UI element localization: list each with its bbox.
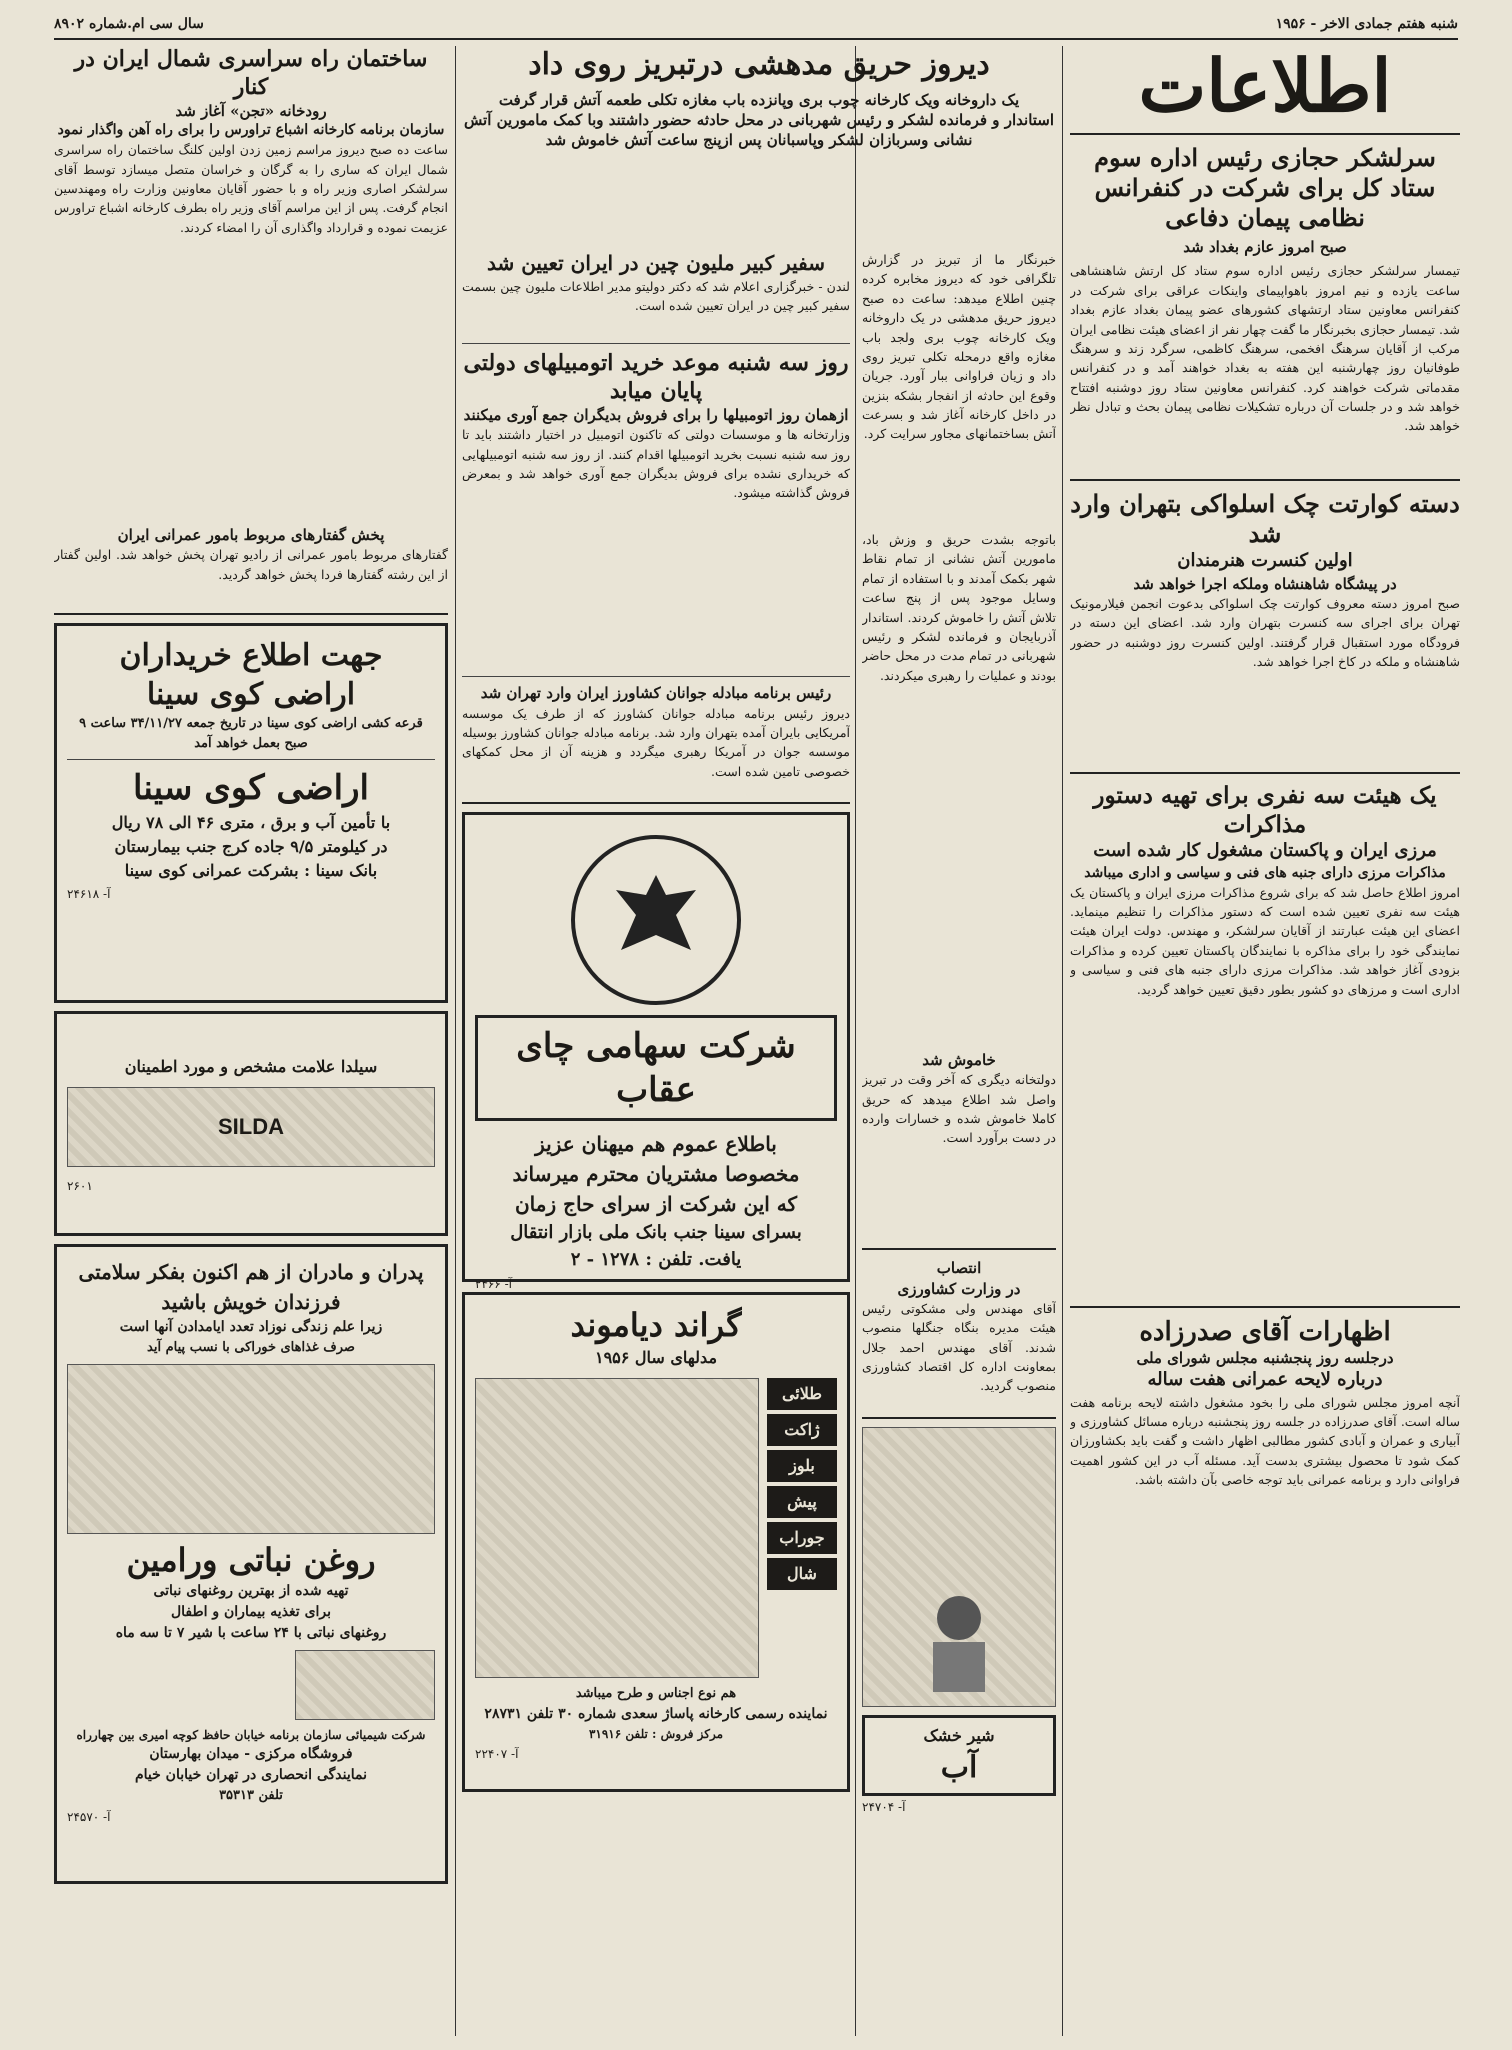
story-headline: ساختمان راه سراسری شمال ایران در کنار <box>74 46 428 100</box>
varamin-store: فروشگاه مرکزی - میدان بهارستان <box>149 1746 353 1763</box>
story-body: وزارتخانه ها و موسسات دولتی که تاکنون اتومبیل در اختیار داشتند باید تا روز سه شنبه نسبت بخرید اتومبیلها اقدام کنند. از روز سه شنبه اتومبیلهایی که خریداری نشده برای فروش بدیگران جمع آوری خواهد شد و بمعرض فروش گذاشته میشود. <box>462 427 850 501</box>
eagle-tea-title: شرکت سهامی چای عقاب <box>475 1015 837 1121</box>
varamin-brand: روغن نباتی ورامین <box>126 1540 376 1579</box>
milk-brand: آب <box>940 1749 978 1785</box>
grand-diamond-ad <box>462 1292 850 1792</box>
story-subhead: مرزی ایران و پاکستان مشغول کار شده است <box>1093 840 1437 862</box>
story-subhead: یک داروخانه ویک کارخانه چوب بری وپانزده باب مغازه تکلی طعمه آتش قرار گرفت <box>498 90 1020 109</box>
varamin-sub: روغنهای نباتی با ۲۴ ساعت با شیر ۷ تا سه ماه <box>115 1625 387 1642</box>
oil-can-image <box>295 1650 435 1720</box>
eagle-line: بسرای سینا جنب بانک ملی بازار انتقال <box>510 1221 802 1243</box>
story-headline: یک هیئت سه نفری برای تهیه دستور مذاکرات <box>1093 781 1437 838</box>
product-item: شال <box>767 1558 837 1590</box>
product-item: بلوز <box>767 1450 837 1482</box>
dateline-date: شنبه هفتم جمادی الاخر - ۱۹۵۶ <box>1275 16 1458 32</box>
ad-code: آ- ۲۴۶۶ <box>475 1276 512 1291</box>
varamin-address: شرکت شیمیائی سازمان برنامه خیابان حافظ کوچه امیری بین چهارراه <box>76 1728 426 1743</box>
story-headline: رئیس برنامه مبادله جوانان کشاورز ایران وارد تهران شد <box>480 684 832 703</box>
story-subhead: ازهمان روز اتومبیلها را برای فروش بدیگران جمع آوری میکنند <box>463 406 849 424</box>
story-headline: روز سه شنبه موعد خرید اتومبیلهای دولتی پایان میابد <box>463 350 849 404</box>
story-headline: دسته کوارتت چک اسلواکی بتهران وارد شد <box>1070 489 1460 549</box>
story-body: صبح امروز دسته معروف کوارتت چک اسلواکی بدعوت انجمن فیلارمونیک تهران برای اجرای سه کنسرت بتهران وارد شد. اعضای این دسته در فرودگاه مورد استقبال قرار گرفتند. اولین کنسرت روز دوشنبه در حضور شاهنشاه و ملکه در کاخ اجرا خواهد شد. <box>1070 595 1460 670</box>
ad-code: آ- ۲۲۴۰۷ <box>475 1746 519 1761</box>
land-ad-title: اراضی کوی سینا <box>146 677 356 713</box>
story-body: ساعت ده صبح دیروز مراسم زمین زدن اولین کلنگ ساختمان راه سراسری شمال ایران که ساری را به گرگان و خراسان متصل میسازد توسط آقای سرلشکر اصاری وزیر راه و با حضور آقایان معاونین وزارت راه ومهندسین انجام گرفت. پس از این مراسم آقای وزیر راه بطرف کارخانه اشباع تراورس عزیمت نموده و قرارداد واگذاری آن را امضاء کردند. <box>54 142 448 235</box>
family-illustration-icon <box>899 1578 1019 1698</box>
product-item: جوراب <box>767 1522 837 1554</box>
story-body: لندن - خبرگزاری اعلام شد که دکتر دولیتو مدیر اطلاعات ملیون چین بسمت سفیر کبیر چین در ایران تعیین شده است. <box>462 279 850 314</box>
story-headline: اظهارات آقای صدرزاده <box>1139 1316 1391 1347</box>
varamin-oil-ad <box>54 1244 448 1884</box>
grand-diamond-note: هم نوع اجناس و طرح میباشد <box>575 1686 737 1702</box>
milk-line: شیر خشک <box>923 1725 995 1745</box>
masthead-rule <box>54 38 1458 40</box>
story-body: آقای مهندس ولی مشکوتی رئیس هیئت مدیره بنگاه جنگلها منصوب شدند. آقای مهندس احمد جلال بمعاونت اداره کل اقتصاد کشاورزی منصوب گردید. <box>862 1300 1056 1394</box>
story-body: دیروز رئیس برنامه مبادله جوانان کشاورز که از طرف یک موسسه آمریکایی بایران آمده بتهران وارد شد. برنامه مبادله جوانان کشاورز بوسیله موسسه جوان در آمریکا رهبری میگردد و هزینه آن از محل کمکهای خصوصی تامین شده است. <box>462 705 850 779</box>
middle-top-story <box>462 46 1056 246</box>
ad-code: آ- ۲۴۷۰۴ <box>862 1799 906 1814</box>
silda-product <box>67 1087 435 1167</box>
varamin-note: صرف غذاهای خوراکی با نسب پیام آید <box>147 1340 355 1356</box>
product-item: ژاکت <box>767 1414 837 1446</box>
eagle-icon <box>596 860 716 980</box>
story-headline: سفیر کبیر ملیون چین در ایران تعیین شد <box>486 251 826 275</box>
varamin-body: زیرا علم زندگی نوزاد تعدد ایامدادن آنها است <box>119 1319 383 1336</box>
dateline-issue: سال سی ام.شماره ۸۹۰۲ <box>54 16 204 32</box>
story-headline: سرلشکر حجازی رئیس اداره سوم ستاد کل برای شرکت در کنفرانس نظامی پیمان دفاعی <box>1094 143 1436 233</box>
story-kicker: در پیشگاه شاهنشاه وملکه اجرا خواهد شد <box>1133 574 1397 593</box>
varamin-rep: نمایندگی انحصاری در تهران خیابان خیام <box>134 1767 368 1784</box>
product-item: طلائی <box>767 1378 837 1410</box>
story-body: امروز اطلاع حاصل شد که برای شروع مذاکرات مرزی ایران و پاکستان یک هیئت سه نفری تعیین شده است که دستور مذاکرات را تنظیم مینماید. اعضای این هیئت عبارتند از آقایان سرلشکر، و مهندس. دولت ایران هیئت نمایندگی خود را برای مذاکره با نمایندگان پاکستان تعیین کرده و مذاکرات بزودی آغاز خواهد شد. مذاکرات مرزی دارای جنبه های فنی و سیاسی و اداری است و مرزهای دو کشور بطور دقیق تعیین خواهد گردید. <box>1070 884 1460 997</box>
eagle-tea-ad <box>462 812 850 1291</box>
varamin-headline: پدران و مادران از هم اکنون بفکر سلامتی فرزندان خویش باشید <box>78 1260 424 1315</box>
mother-child-illustration <box>67 1364 435 1534</box>
story-kicker: پخش گفتارهای مربوط بامور عمرانی ایران <box>117 526 385 545</box>
product-list <box>767 1378 837 1678</box>
varamin-phone: تلفن ۳۵۳۱۳ <box>219 1788 283 1804</box>
ad-code: آ- ۲۴۶۱۸ <box>67 886 111 901</box>
land-ad-title: جهت اطلاع خریداران <box>119 638 383 674</box>
story-body: خبرنگار ما از تبریز در گزارش تلگرافی خود که دیروز مخابره کرده چنین اطلاع میدهد: ساعت ده صبح دیروز حریق مدهشی در یک داروخانه ویک کارخانه چوب بری ولجد باب مغازه واقع درمحله تکلی تبریز روی داد و زیان فراوانی ببار آورد. جریان وقوع این حادثه از انفجار بشکه بنزین در داخل کارخانه آغاز شد و بسرعت آتش بساختمانهای مجاور سرایت کرد. <box>862 252 1056 442</box>
story-kicker: استاندار و فرمانده لشکر و رئیس شهربانی در محل حادثه حضور داشتند وبا کمک مامورین آتش نشانی وسربازان لشکر وپاسبانان پس ازپنج ساعت آتش خاموش شد <box>463 110 1055 149</box>
story-kicker: درباره لایحه عمرانی هفت ساله <box>1147 1369 1383 1391</box>
column-rule <box>855 46 856 2036</box>
column-rule <box>455 46 456 2036</box>
grand-diamond-footer: نماینده رسمی کارخانه پاساژ سعدی شماره ۳۰ تلفن ۲۸۷۳۱ <box>484 1705 828 1722</box>
story-headline: انتصاب <box>936 1259 982 1278</box>
eagle-line: یافت. تلفن : ۱۲۷۸ - ۲ <box>570 1248 742 1270</box>
grand-diamond-footer2: مرکز فروش : تلفن ۳۱۹۱۶ <box>588 1726 724 1741</box>
story-subhead: خاموش شد <box>922 1051 996 1069</box>
masthead-title: اطلاعات <box>1138 46 1392 128</box>
right-column <box>1070 46 1460 2036</box>
product-item: پیش <box>767 1486 837 1518</box>
story-subhead: صبح امروز عازم بغداد شد <box>1183 238 1347 257</box>
eagle-logo <box>571 835 741 1005</box>
eagle-line: باطلاع عموم هم میهنان عزیز <box>535 1131 777 1156</box>
story-body: دولتخانه دیگری که آخر وقت در تبریز واصل شد اطلاع میدهد که حریق کاملا خاموش شده و خسارات وارده در دست برآورد است. <box>862 1072 1056 1146</box>
varamin-sub: تهیه شده از بهترین روغنهای نباتی <box>153 1583 349 1600</box>
dateline <box>54 12 1458 36</box>
story-body: باتوجه بشدت حریق و وزش باد، مامورین آتش نشانی از تمام نقاط شهر بکمک آمدند و با استفاده از تمام وسایل موجود پس از پنج ساعت تلاش آتش را خاموش کردند. استاندار آذربایجان و فرمانده لشکر و رئیس شهربانی در تمام مدت در محل حاضر بودند و عملیات را رهبری میکردند. <box>862 532 1056 683</box>
grand-diamond-title: گراند دیاموند <box>570 1305 742 1344</box>
land-ad-text: قرعه کشی اراضی کوی سینا در تاریخ جمعه ۳۴/۱۱/۲۷ ساعت ۹ صبح بعمل خواهد آمد <box>79 716 423 751</box>
story-subhead: در وزارت کشاورزی <box>897 1279 1021 1298</box>
land-box-line: در کیلومتر ۹/۵ جاده کرج جنب بیمارستان <box>114 836 388 856</box>
story-body: گفتارهای مربوط بامور عمرانی از رادیو تهران پخش خواهد شد. اولین گفتار از این رشته گفتارها فردا پخش خواهد گردید. <box>54 547 448 582</box>
story-body: تیمسار سرلشکر حجازی رئیس اداره سوم ستاد کل ارتش شاهنشاهی ساعت یازده و نیم امروز باهواپیمای واینکات عراقی برای شرکت در کنفرانس معاونین ستاد ارتشهای کشورهای عضو پیمان بغداد عازم بغداد شد. تیمسار حجازی بخبرنگار ما گفت چهار نفر از اعضای هیئت نظامی ایران مرکب از آقایان سرهنگ افخمی، سرهنگ کاظمی، سرگرد زند و سرهنگ طوفانیان روز چهارشنبه این هفته به بغداد خواهند آمد و در کنفرانس مقدماتی شرکت خواهند کرد. کنفرانس معاونین ستاد روز دوشنبه افتتاح خواهد شد و در جلسات آن درباره تشکیلات نظامی پیمان بحث و تبادل نظر خواهد شد. <box>1070 263 1460 434</box>
silda-ad <box>54 1011 448 1236</box>
model-photo <box>475 1378 759 1678</box>
eagle-line: که این شرکت از سرای حاج زمان <box>514 1191 798 1216</box>
story-subhead: اولین کنسرت هنرمندان <box>1177 550 1353 572</box>
silda-brand: SILDA <box>218 1113 284 1139</box>
middle-right-column <box>862 250 1056 2036</box>
land-box-line: با تأمین آب و برق ، متری ۴۶ الی ۷۸ ریال <box>111 812 391 832</box>
land-box-line: بانک سینا : بشرکت عمرانی کوی سینا <box>124 860 378 880</box>
story-kicker: سازمان برنامه کارخانه اشباع تراورس را برای راه آهن واگذار نمود <box>57 122 445 139</box>
land-ad <box>54 623 448 1003</box>
left-column <box>54 46 448 2036</box>
land-box-title: اراضی کوی سینا <box>133 768 369 809</box>
eagle-line: مخصوصا مشتریان محترم میرساند <box>512 1161 800 1186</box>
milk-ad <box>862 1427 1056 1707</box>
column-rule <box>1062 46 1063 2036</box>
milk-brand-box <box>862 1715 1056 1796</box>
ad-code: ۲۶۰۱ <box>67 1178 93 1193</box>
story-headline: دیروز حریق مدهشی درتبریز روی داد <box>528 47 990 82</box>
story-kicker: مذاکرات مرزی دارای جنبه های فنی و سیاسی و اداری میباشد <box>1084 864 1446 881</box>
middle-left-column <box>462 250 850 2036</box>
ad-code: آ- ۲۴۵۷۰ <box>67 1809 111 1824</box>
story-kicker: رودخانه «تجن» آغاز شد <box>175 102 327 120</box>
grand-diamond-subtitle: مدلهای سال ۱۹۵۶ <box>594 1348 718 1368</box>
varamin-sub: برای تغذیه بیماران و اطفال <box>170 1604 332 1621</box>
story-subhead: درجلسه روز پنجشنبه مجلس شورای ملی <box>1136 1349 1394 1368</box>
silda-line: سیلدا علامت مشخص و مورد اطمینان <box>124 1056 378 1076</box>
story-body: آنچه امروز مجلس شورای ملی را بخود مشغول داشته لایحه برنامه هفت ساله است. آقای صدرزاده در جلسه روز پنجشنبه درباره مسائل کشاورزی و آبیاری و عمران و آبادی کشور مطالبی اظهار داشت و گفت باید بکشاورزان کمک شود تا محصول بیشتری بدست آید. مسئله آب در این کشور اهمیت فراوانی دارد و برنامه عمرانی باید توجه خاصی بآن داشته باشد. <box>1070 1394 1460 1488</box>
